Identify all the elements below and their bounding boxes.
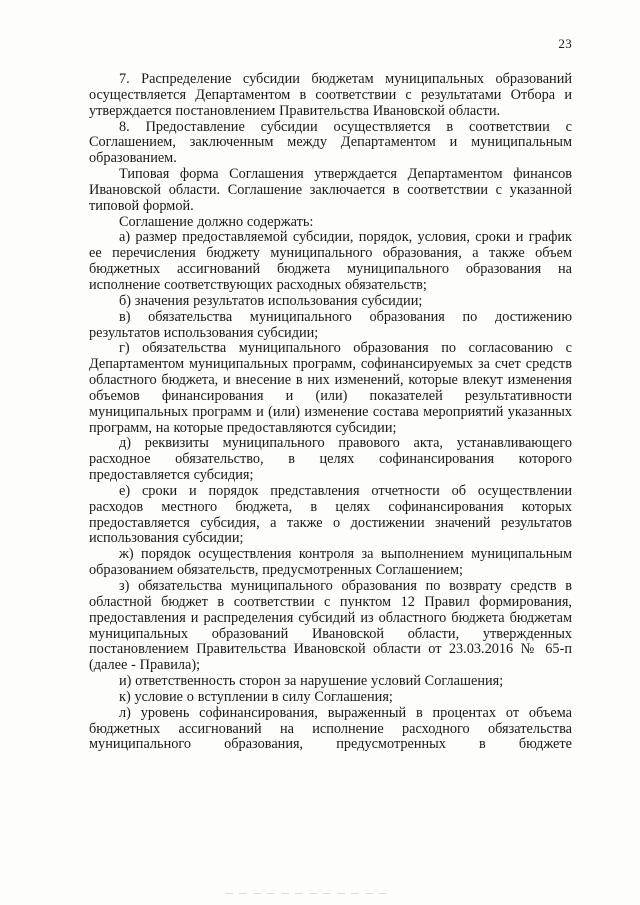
paragraph-agreement-contents: Соглашение должно содержать: [119,213,314,230]
list-item-k: к) условие о вступлении в силу Соглашения; [119,688,393,705]
list-item-i: и) ответственность сторон за нарушение условий Соглашения; [119,673,504,690]
list-item-g: г) обязательства муниципального образования по согласованию с Департаментом муниципальных программ, софинансируемых за счет средств областного бюджета, и внесение в них изменений, которые влекут изменения объемов финансирования и (или) показателей результативности муниципальных программ и (или) изменение состава мероприятий указанных программ, на которые предоставляются субсидии; [89,340,572,436]
list-item-l: л) уровень софинансирования, выраженный в процентах от объема бюджетных ассигнований на исполнение расходного обязательства муниципального образования, предусмотренных в бюджете [89,704,572,753]
page-number: 23 [558,36,572,51]
paragraph-typical-form: Типовая форма Соглашения утверждается Департаментом финансов Ивановской области. Соглашение заключается в соответствии с указанной типовой формой. [89,166,572,214]
list-item-z: з) обязательства муниципального образования по возврату средств в областной бюджет в соответствии с пунктом 12 Правил формирования, предоставления и распределения субсидий из областного бюджета бюджетам муниципальных образований Ивановской области, утвержденных постановлением Правительства Ивановской области от 23.03.2016 № 65-п (далее - Правила); [89,578,572,674]
list-item-zh: ж) порядок осуществления контроля за выполнением муниципальным образованием обязательств, предусмотренных Соглашением; [89,546,572,579]
paragraph-8: 8. Предоставление субсидии осуществляется в соответствии с Соглашением, заключенным между Департаментом и муниципальным образованием. [89,118,572,167]
list-item-a: а) размер предоставляемой субсидии, порядок, условия, сроки и график ее перечисления бюджету муниципального образования, а также объем бюджетных ассигнований бюджета муниципального образования на исполнение соответствующих расходных обязательств; [89,229,572,293]
list-item-b: б) значения результатов использования субсидии; [119,292,423,309]
paragraph-7: 7. Распределение субсидии бюджетам муниципальных образований осуществляется Департаментом в соответствии с результатами Отбора и утверждается постановлением Правительства Ивановской области. [89,71,572,119]
scan-artifact [225,893,390,894]
list-item-e: е) сроки и порядок представления отчетности об осуществлении расходов местного бюджета, в целях софинансирования которых предоставляется субсидия, а также о достижении значений результатов использования субсидии; [89,482,572,547]
list-item-d: д) реквизиты муниципального правового акта, устанавливающего расходное обязательство, в целях софинансирования которого предоставляется субсидия; [89,435,572,484]
document-body [89,72,572,753]
list-item-v: в) обязательства муниципального образования по достижению результатов использования субсидии; [89,308,572,341]
